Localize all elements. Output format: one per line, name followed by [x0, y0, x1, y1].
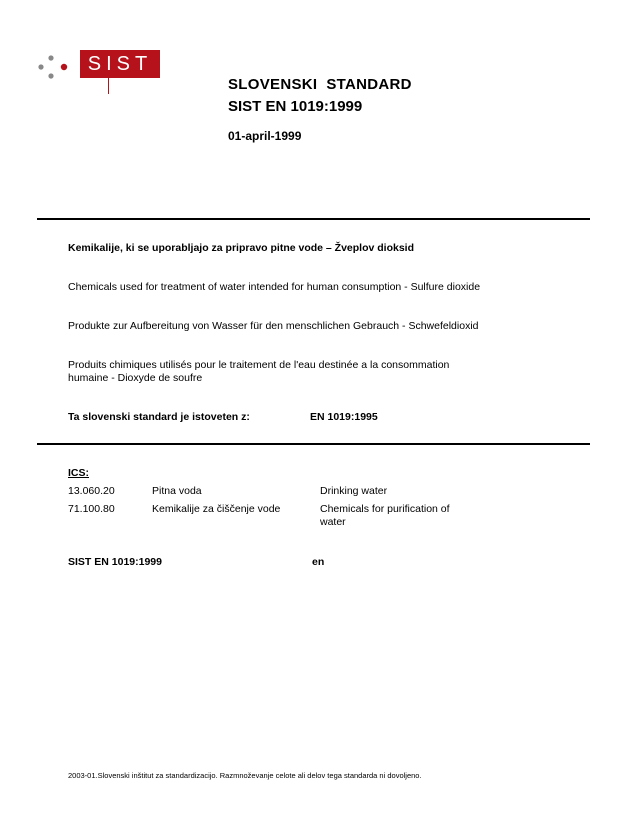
identical-label: Ta slovenski standard je istoveten z:: [68, 411, 250, 423]
title-german: Produkte zur Aufbereitung von Wasser für den menschlichen Gebrauch - Schwefeldioxid: [68, 320, 479, 332]
ics-code: 13.060.20: [68, 485, 115, 497]
ics-english-cont: water: [320, 516, 346, 528]
logo-underline: [108, 78, 109, 94]
title-french-line2: humaine - Dioxyde de soufre: [68, 372, 203, 384]
ics-code: 71.100.80: [68, 503, 115, 515]
title-english: Chemicals used for treatment of water intended for human consumption - Sulfure dioxide: [68, 281, 481, 293]
title-french-line1: Produits chimiques utilisés pour le traitement de l'eau destinée a la consommation: [68, 359, 450, 371]
identical-value: EN 1019:1995: [310, 411, 378, 423]
bottom-language: en: [312, 556, 325, 568]
title-slovenian: Kemikalije, ki se uporabljajo za pripravo pitne vode – Žveplov dioksid: [68, 242, 415, 254]
logo-dots-icon: [37, 54, 69, 82]
ics-slovenian: Kemikalije za čiščenje vode: [152, 503, 281, 515]
logo-text: SIST: [87, 53, 153, 75]
standard-code: SIST EN 1019:1999: [228, 98, 363, 115]
ics-english: Chemicals for purification of: [320, 503, 450, 515]
ics-slovenian: Pitna voda: [152, 485, 202, 497]
ics-label: ICS:: [68, 467, 89, 479]
ics-english: Drinking water: [320, 485, 388, 497]
bottom-standard-code: SIST EN 1019:1999: [68, 556, 162, 568]
top-divider: [37, 218, 590, 220]
standard-type-title: SLOVENSKI STANDARD: [228, 76, 412, 93]
bottom-divider: [37, 443, 590, 445]
standard-date: 01-april-1999: [228, 129, 302, 143]
copyright-footer: 2003-01.Slovenski inštitut za standardizacijo. Razmnoževanje celote ali delov tega standarda ni dovoljeno.: [68, 771, 422, 780]
